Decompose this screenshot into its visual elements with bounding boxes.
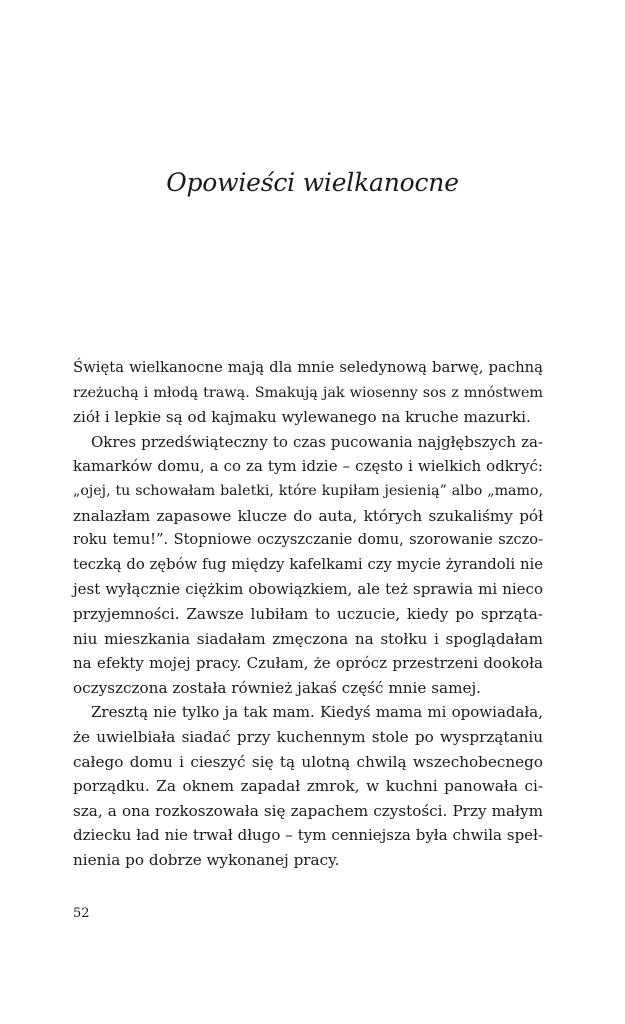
text-line: przyjemności. Zawsze lubiłam to uczucie, kiedy po sprząta- <box>73 604 543 623</box>
text-line: „ojej, tu schowałam baletki, które kupiłam jesienią” albo „mamo, <box>73 482 543 499</box>
page-number: 52 <box>73 906 90 921</box>
text-line: Zresztą nie tylko ja tak mam. Kiedyś mama mi opowiadała, <box>91 703 543 722</box>
text-line: kamarków domu, a co za tym idzie – często i wielkich odkryć: <box>73 457 543 476</box>
text-line: ziół i lepkie są od kajmaku wylewanego na kruche mazurki. <box>73 408 531 427</box>
text-line: dziecku ład nie trwał długo – tym cenniejsza była chwila speł- <box>73 826 543 845</box>
text-line: rzeżuchą i młodą trawą. Smakują jak wiosenny sos z mnóstwem <box>73 384 543 401</box>
body-text <box>73 356 543 872</box>
text-line: niu mieszkania siadałam zmęczona na stołku i spoglądałam <box>73 629 543 648</box>
text-line: porządku. Za oknem zapadał zmrok, w kuchni panowała ci- <box>73 777 543 796</box>
text-line: Święta wielkanocne mają dla mnie seledynową barwę, pachną <box>73 359 543 376</box>
text-line: teczką do zębów fug między kafelkami czy mycie żyrandoli nie <box>73 555 543 573</box>
chapter-title: Opowieści wielkanocne <box>166 168 459 197</box>
text-line: roku temu!”. Stopniowe oczyszczanie domu, szorowanie szczo- <box>73 531 543 549</box>
text-line: jest wyłącznie ciężkim obowiązkiem, ale też sprawia mi nieco <box>73 580 543 599</box>
text-line: nienia po dobrze wykonanej pracy. <box>73 850 340 869</box>
text-line: oczyszczona została również jakaś część mnie samej. <box>73 678 482 697</box>
text-line: Okres przedświąteczny to czas pucowania najgłębszych za- <box>91 432 543 451</box>
text-line: całego domu i cieszyć się tą ulotną chwilą wszechobecnego <box>73 752 543 771</box>
text-line: znalazłam zapasowe klucze do auta, których szukaliśmy pół <box>73 506 543 525</box>
text-line: na efekty mojej pracy. Czułam, że oprócz przestrzeni dookoła <box>73 654 543 673</box>
paragraph <box>73 430 543 701</box>
text-line: że uwielbiała siadać przy kuchennym stole po wysprzątaniu <box>73 727 543 746</box>
paragraph <box>73 356 543 430</box>
text-line: sza, a ona rozkoszowała się zapachem czystości. Przy małym <box>73 801 543 820</box>
paragraph <box>73 700 543 872</box>
